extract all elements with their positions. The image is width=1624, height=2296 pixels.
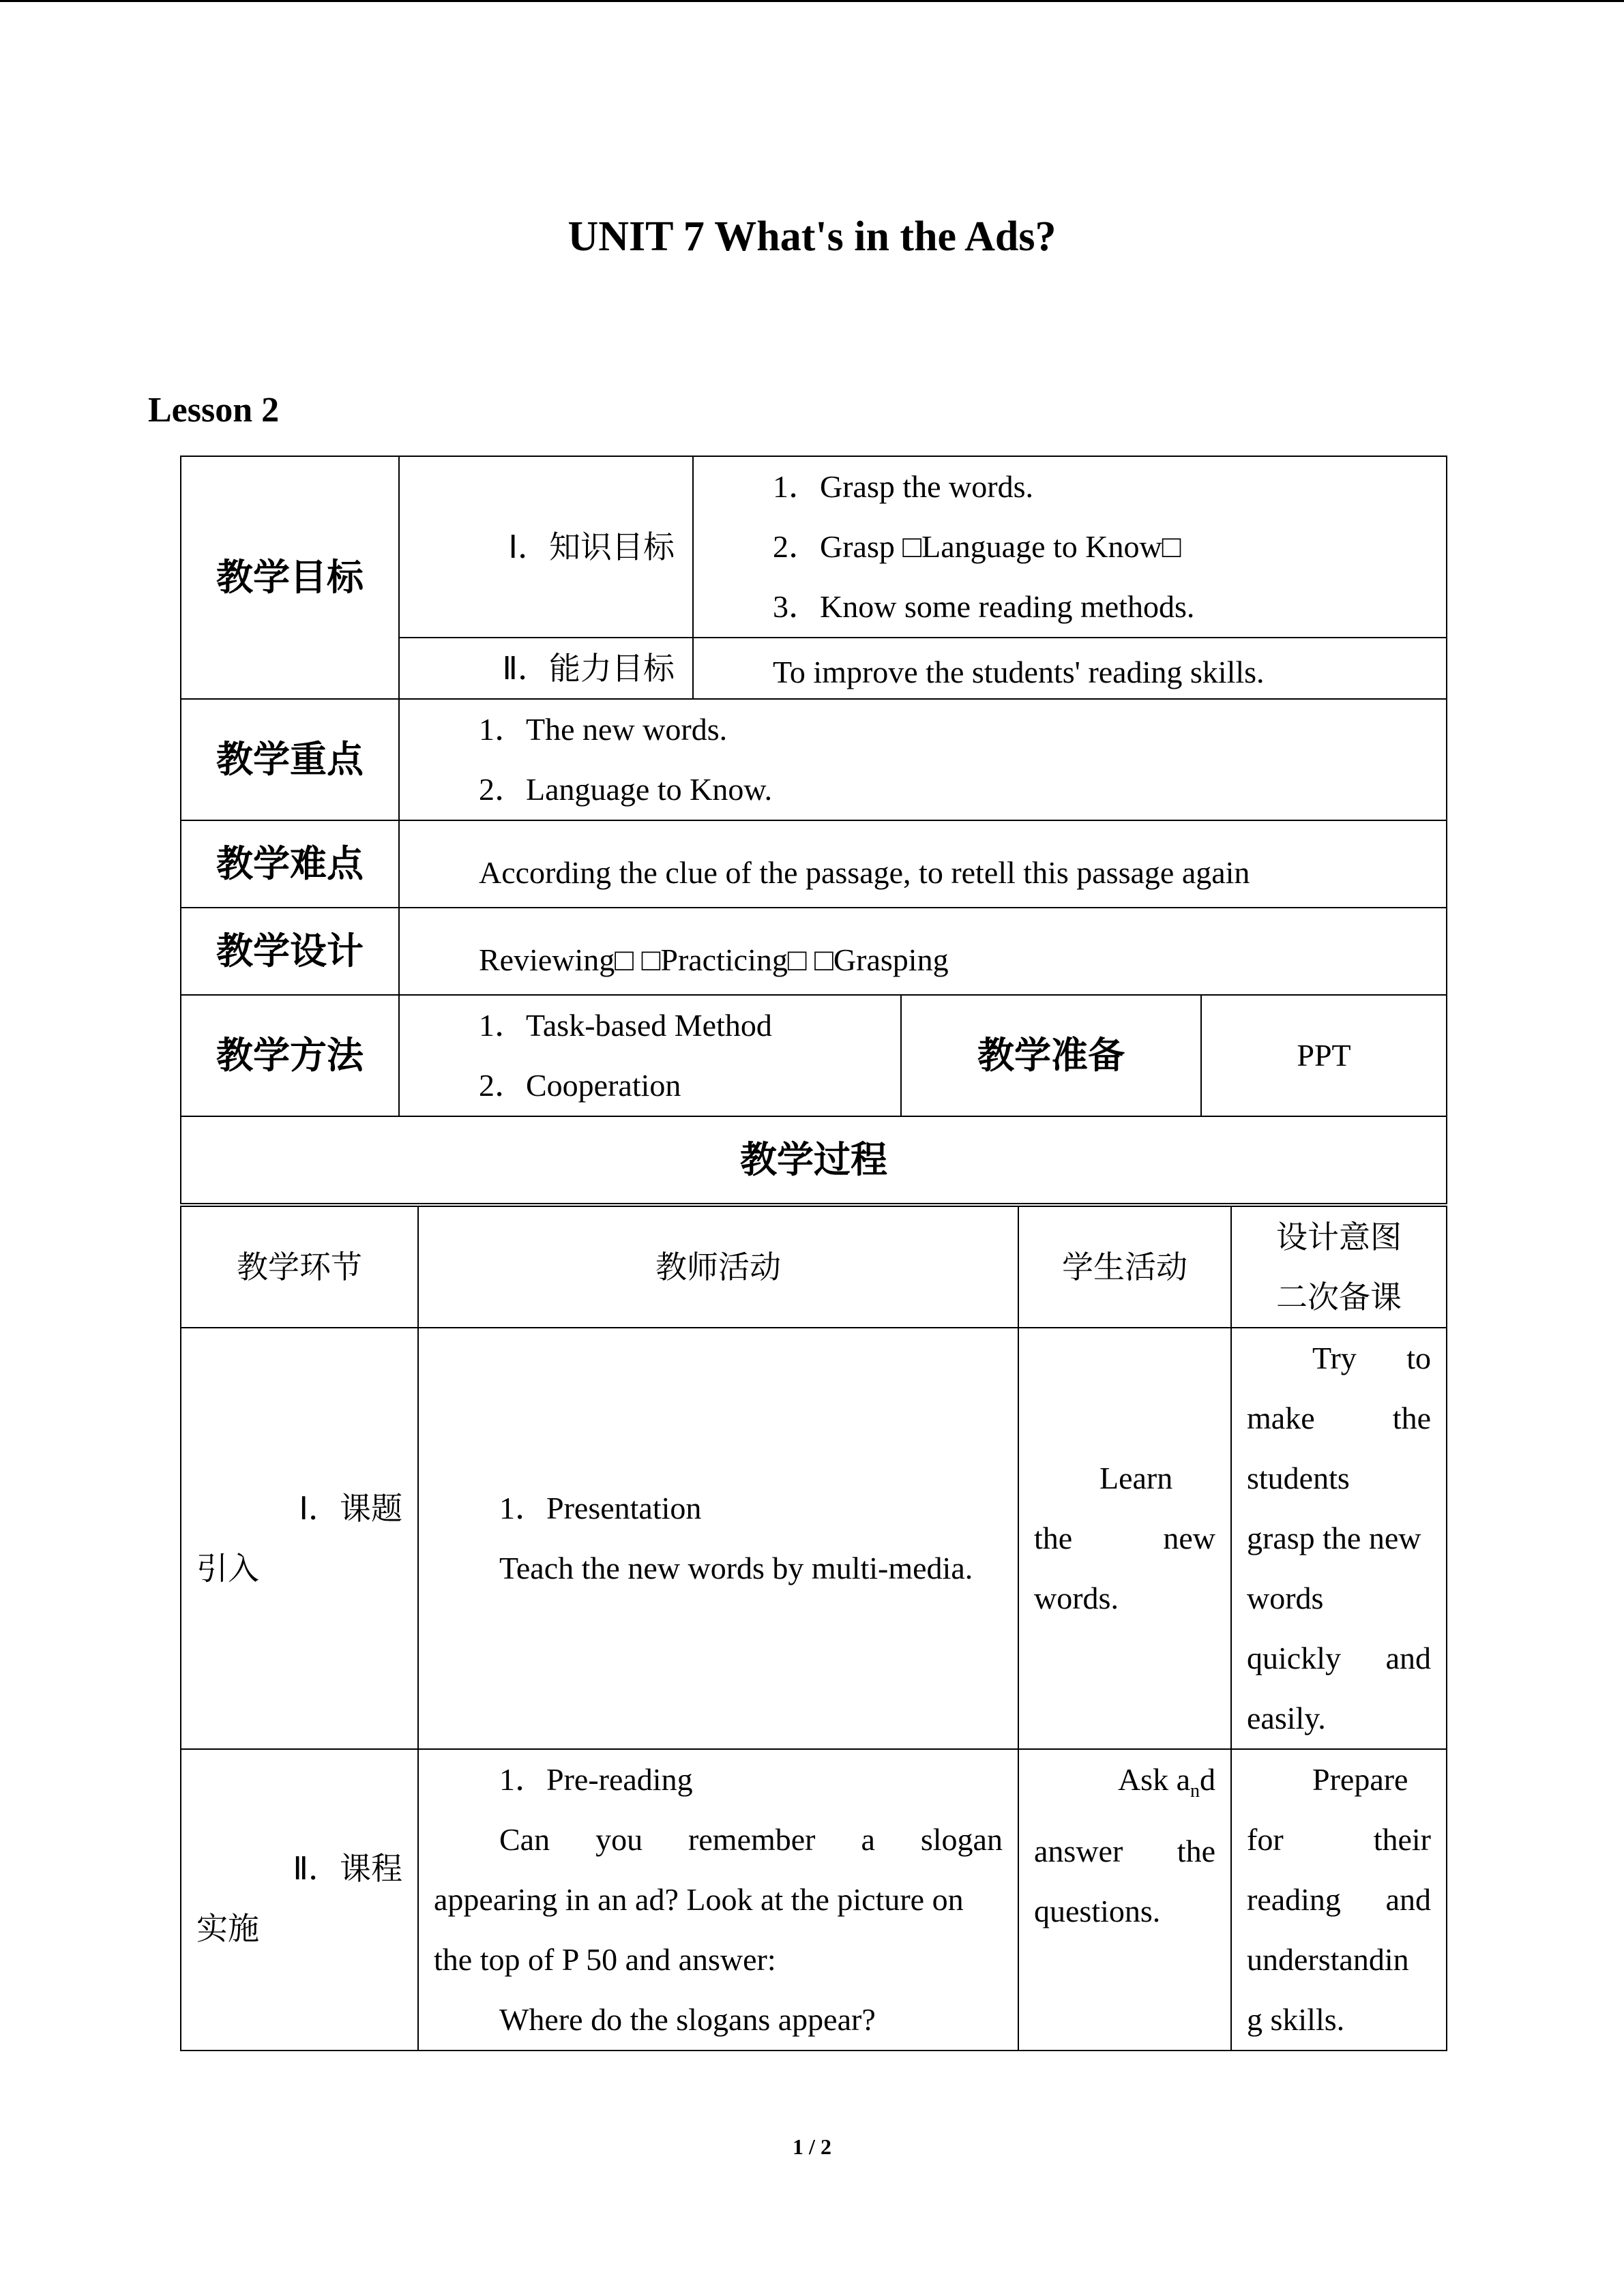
knowledge-label: Ⅰ．知识目标 — [399, 456, 693, 638]
difficulty-text: According the clue of the passage, to retell this passage again — [399, 820, 1447, 908]
stage-line: 引入 — [196, 1550, 259, 1587]
ability-label: Ⅱ．能力目标 — [399, 638, 693, 699]
intent-line: understandin — [1247, 1942, 1409, 1977]
table-row — [181, 1749, 1447, 2051]
student-line: Learn — [1099, 1461, 1173, 1495]
key-points-label: 教学重点 — [181, 699, 399, 820]
ability-text: To improve the students' reading skills. — [693, 638, 1447, 699]
objectives-label: 教学目标 — [181, 456, 399, 699]
teacher-line: Can you remember a slogan — [499, 1822, 1003, 1857]
header-teacher: 教师活动 — [418, 1206, 1018, 1328]
method-label: 教学方法 — [181, 995, 399, 1116]
student-line: words. — [1034, 1581, 1119, 1615]
stage-cell — [181, 1749, 418, 2051]
header-stage: 教学环节 — [181, 1206, 418, 1328]
difficulty-label: 教学难点 — [181, 820, 399, 908]
methods — [399, 995, 901, 1116]
student-cell — [1018, 1749, 1231, 2051]
intent-line: make the — [1247, 1401, 1431, 1435]
intent-line: for their — [1247, 1822, 1431, 1857]
student-line — [1034, 1508, 1215, 1568]
document-title: UNIT 7 What's in the Ads? — [567, 213, 1057, 260]
student-word: the — [1034, 1521, 1073, 1555]
teacher-line: Teach the new words by multi-media. — [499, 1551, 973, 1585]
key-points — [399, 699, 1447, 820]
design-text: Reviewing□ □Practicing□ □Grasping — [399, 908, 1447, 995]
teacher-cell — [418, 1749, 1018, 2051]
method-item: 1．Task-based Method — [479, 1008, 772, 1043]
page-indicator: 1 / 2 — [793, 2134, 831, 2159]
lesson-heading: Lesson 2 — [148, 391, 280, 430]
stage-line: Ⅱ．课程 — [293, 1850, 402, 1887]
stage-line: 实施 — [196, 1910, 259, 1947]
intent-line: words — [1247, 1581, 1324, 1615]
intent-cell — [1231, 1328, 1447, 1749]
intent-line: reading and — [1247, 1882, 1431, 1917]
student-word: new — [1163, 1521, 1215, 1555]
process-label: 教学过程 — [181, 1116, 1447, 1204]
intent-line: g skills. — [1247, 2002, 1345, 2037]
student-line: Ask $a_nd$ — [1117, 1762, 1215, 1802]
prep-value: PPT — [1201, 995, 1447, 1116]
intent-line: students — [1247, 1461, 1350, 1495]
knowledge-items — [693, 456, 1447, 638]
header-intent-line: 二次备课 — [1276, 1279, 1402, 1315]
teacher-line: 1．Pre-reading — [499, 1762, 693, 1797]
key-point-item: 2．Language to Know. — [479, 772, 773, 807]
student-cell — [1018, 1328, 1231, 1749]
teacher-line: appearing in an ad? Look at the picture on — [434, 1882, 964, 1917]
method-item: 2．Cooperation — [479, 1068, 681, 1103]
student-line: answer the — [1034, 1834, 1215, 1869]
intent-line: Try to — [1312, 1341, 1431, 1375]
process-table — [180, 1206, 1447, 2051]
header-intent — [1231, 1206, 1447, 1328]
student-line: questions. — [1034, 1894, 1161, 1929]
teacher-cell — [418, 1328, 1018, 1749]
overview-table — [180, 456, 1447, 1204]
intent-line: Prepare — [1312, 1762, 1408, 1797]
header-student: 学生活动 — [1018, 1206, 1231, 1328]
teacher-line: Where do the slogans appear? — [499, 2002, 876, 2037]
knowledge-item: 2．Grasp □Language to Know□ — [773, 529, 1181, 564]
design-label: 教学设计 — [181, 908, 399, 995]
key-point-item: 1．The new words. — [479, 712, 728, 747]
header-intent-line: 设计意图 — [1276, 1219, 1402, 1255]
knowledge-item: 1．Grasp the words. — [773, 469, 1033, 504]
prep-label: 教学准备 — [901, 995, 1201, 1116]
intent-cell — [1231, 1749, 1447, 2051]
intent-line: quickly and — [1247, 1641, 1431, 1675]
knowledge-item: 3．Know some reading methods. — [773, 589, 1195, 624]
teacher-line: the top of P 50 and answer: — [434, 1942, 776, 1977]
intent-line: grasp the new — [1247, 1521, 1421, 1555]
stage-cell — [181, 1328, 418, 1749]
teacher-line: 1．Presentation — [499, 1491, 702, 1525]
page-top-border — [0, 0, 1624, 2]
stage-line: Ⅰ．课题 — [299, 1490, 402, 1527]
table-row — [181, 1328, 1447, 1749]
intent-line: easily. — [1247, 1701, 1326, 1735]
